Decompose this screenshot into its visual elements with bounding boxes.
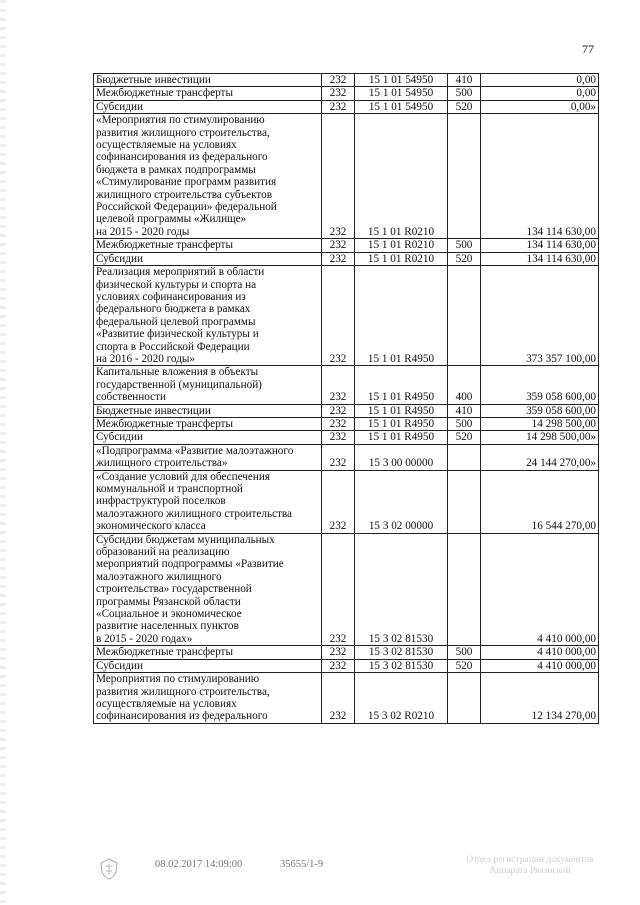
document-id: 35655/1-9 <box>280 859 324 870</box>
budget-table <box>93 73 599 724</box>
row-ved-cell: 232 <box>322 673 355 724</box>
row-vr-cell: 520 <box>448 431 481 444</box>
row-name-cell: Капитальные вложения в объекты государственной (муниципальной) собственности <box>94 366 322 404</box>
row-vr-cell <box>448 444 481 470</box>
print-timestamp: 08.02.2017 14:09:00 <box>155 859 243 870</box>
row-vr-cell <box>448 673 481 724</box>
table-row <box>94 74 599 87</box>
row-vr-cell <box>448 533 481 646</box>
row-csr-cell: 15 3 02 81530 <box>355 659 448 672</box>
row-ved-cell: 232 <box>322 252 355 265</box>
row-sum-cell: 14 298 500,00 <box>481 417 599 430</box>
scan-edge-artifact <box>0 0 6 905</box>
row-csr-cell: 15 1 01 R0210 <box>355 252 448 265</box>
row-csr-cell: 15 1 01 R4950 <box>355 266 448 366</box>
row-ved-cell: 232 <box>322 100 355 113</box>
row-ved-cell: 232 <box>322 659 355 672</box>
row-sum-cell: 134 114 630,00 <box>481 239 599 252</box>
row-csr-cell: 15 1 01 R4950 <box>355 366 448 404</box>
row-vr-cell: 500 <box>448 239 481 252</box>
page-number: 77 <box>582 42 594 56</box>
row-csr-cell: 15 1 01 R4950 <box>355 431 448 444</box>
row-ved-cell: 232 <box>322 470 355 533</box>
row-csr-cell: 15 1 01 R4950 <box>355 417 448 430</box>
row-vr-cell: 500 <box>448 646 481 659</box>
row-sum-cell: 4 410 000,00 <box>481 646 599 659</box>
row-name-cell: Субсидии <box>94 659 322 672</box>
row-sum-cell: 0,00» <box>481 100 599 113</box>
row-sum-cell: 16 544 270,00 <box>481 470 599 533</box>
row-name-cell: Реализация мероприятий в области физической культуры и спорта на условиях софинансирования из федерального бюджета в рамках федеральной целевой программы «Развитие физической культуры и спорта в Российской Федерации на 2016 - 2020 годы» <box>94 266 322 366</box>
row-name-cell: «Подпрограмма «Развитие малоэтажного жилищного строительства» <box>94 444 322 470</box>
row-ved-cell: 232 <box>322 266 355 366</box>
row-ved-cell: 232 <box>322 404 355 417</box>
row-csr-cell: 15 1 01 R4950 <box>355 404 448 417</box>
row-csr-cell: 15 3 02 00000 <box>355 470 448 533</box>
table-row <box>94 366 599 404</box>
row-ved-cell: 232 <box>322 114 355 239</box>
row-ved-cell: 232 <box>322 431 355 444</box>
table-row <box>94 673 599 724</box>
row-csr-cell: 15 1 01 54950 <box>355 100 448 113</box>
row-ved-cell: 232 <box>322 239 355 252</box>
row-name-cell: Бюджетные инвестиции <box>94 404 322 417</box>
row-name-cell: «Создание условий для обеспечения коммунальной и транспортной инфраструктурой поселков малоэтажного жилищного строительства экономического класса <box>94 470 322 533</box>
table-row <box>94 239 599 252</box>
row-name-cell: Межбюджетные трансферты <box>94 87 322 100</box>
row-csr-cell: 15 1 01 54950 <box>355 87 448 100</box>
row-sum-cell: 4 410 000,00 <box>481 533 599 646</box>
row-vr-cell <box>448 114 481 239</box>
coat-of-arms-icon <box>98 857 120 881</box>
row-sum-cell: 0,00 <box>481 87 599 100</box>
row-ved-cell: 232 <box>322 533 355 646</box>
row-name-cell: Межбюджетные трансферты <box>94 417 322 430</box>
row-ved-cell: 232 <box>322 417 355 430</box>
row-name-cell: Субсидии <box>94 252 322 265</box>
row-sum-cell: 359 058 600,00 <box>481 404 599 417</box>
row-csr-cell: 15 3 02 R0210 <box>355 673 448 724</box>
row-sum-cell: 14 298 500,00» <box>481 431 599 444</box>
row-vr-cell: 520 <box>448 100 481 113</box>
row-vr-cell: 520 <box>448 252 481 265</box>
table-row <box>94 470 599 533</box>
row-csr-cell: 15 3 00 00000 <box>355 444 448 470</box>
table-row <box>94 431 599 444</box>
row-ved-cell: 232 <box>322 444 355 470</box>
row-csr-cell: 15 3 02 81530 <box>355 646 448 659</box>
row-name-cell: Межбюджетные трансферты <box>94 646 322 659</box>
row-sum-cell: 24 144 270,00» <box>481 444 599 470</box>
row-sum-cell: 134 114 630,00 <box>481 252 599 265</box>
row-name-cell: Субсидии <box>94 431 322 444</box>
table-row <box>94 659 599 672</box>
row-vr-cell: 400 <box>448 366 481 404</box>
row-ved-cell: 232 <box>322 366 355 404</box>
table-row <box>94 404 599 417</box>
table-row <box>94 100 599 113</box>
table-row <box>94 252 599 265</box>
row-vr-cell <box>448 266 481 366</box>
row-csr-cell: 15 3 02 81530 <box>355 533 448 646</box>
table-row <box>94 114 599 239</box>
row-name-cell: Субсидии бюджетам муниципальных образований на реализацию мероприятий подпрограммы «Развитие малоэтажного жилищного строительства» государственной программы Рязанской области «Социальное и экономическое развитие населенных пунктов в 2015 - 2020 годах» <box>94 533 322 646</box>
row-sum-cell: 373 357 100,00 <box>481 266 599 366</box>
row-csr-cell: 15 1 01 54950 <box>355 74 448 87</box>
row-sum-cell: 4 410 000,00 <box>481 659 599 672</box>
table-row <box>94 444 599 470</box>
row-ved-cell: 232 <box>322 87 355 100</box>
row-csr-cell: 15 1 01 R0210 <box>355 114 448 239</box>
table-row <box>94 266 599 366</box>
row-name-cell: Субсидии <box>94 100 322 113</box>
row-csr-cell: 15 1 01 R0210 <box>355 239 448 252</box>
row-vr-cell: 520 <box>448 659 481 672</box>
table-row <box>94 646 599 659</box>
page-footer <box>0 855 640 895</box>
row-vr-cell <box>448 470 481 533</box>
row-ved-cell: 232 <box>322 646 355 659</box>
row-vr-cell: 410 <box>448 404 481 417</box>
table-row <box>94 87 599 100</box>
row-sum-cell: 0,00 <box>481 74 599 87</box>
row-ved-cell: 232 <box>322 74 355 87</box>
table-row <box>94 533 599 646</box>
row-name-cell: Мероприятия по стимулированию развития жилищного строительства, осуществляемые на условиях софинансирования из федерального <box>94 673 322 724</box>
budget-table-body <box>94 74 599 724</box>
row-sum-cell: 134 114 630,00 <box>481 114 599 239</box>
table-row <box>94 417 599 430</box>
row-vr-cell: 410 <box>448 74 481 87</box>
registration-stamp: Отдел регистрации документов Аппарата Рязанской <box>466 855 594 876</box>
row-name-cell: Межбюджетные трансферты <box>94 239 322 252</box>
row-vr-cell: 500 <box>448 417 481 430</box>
row-sum-cell: 12 134 270,00 <box>481 673 599 724</box>
row-name-cell: Бюджетные инвестиции <box>94 74 322 87</box>
row-vr-cell: 500 <box>448 87 481 100</box>
row-name-cell: «Мероприятия по стимулированию развития жилищного строительства, осуществляемые на условиях софинансирования из федерального бюджета в рамках подпрограммы «Стимулирование программ развития жилищного строительства субъектов Российской Федерации» федеральной целевой программы «Жилище» на 2015 - 2020 годы <box>94 114 322 239</box>
row-sum-cell: 359 058 600,00 <box>481 366 599 404</box>
